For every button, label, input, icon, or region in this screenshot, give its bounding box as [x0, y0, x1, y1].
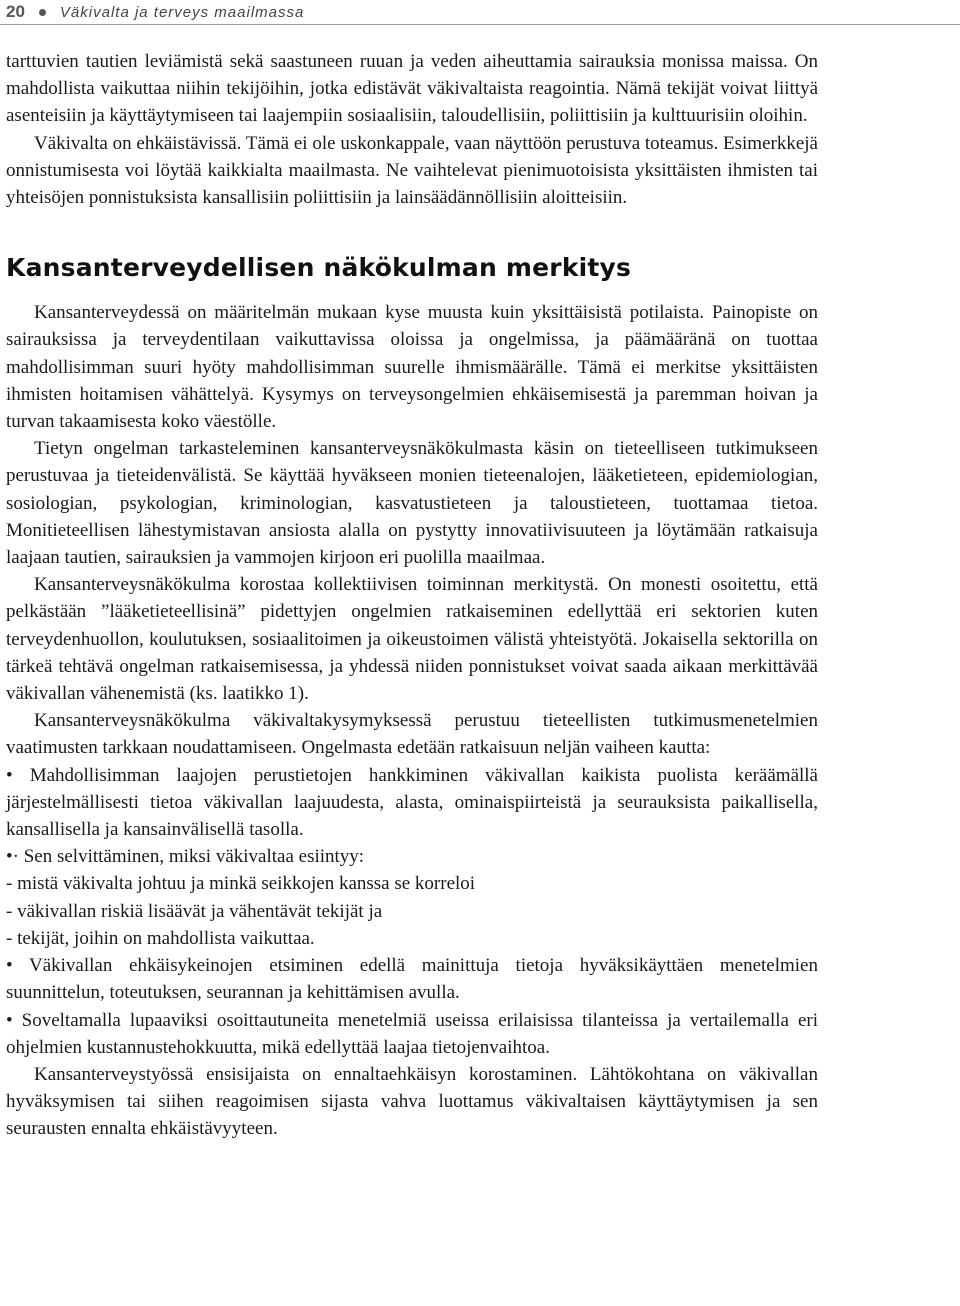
intro-paragraph-2: Väkivalta on ehkäistävissä. Tämä ei ole uskonkappale, vaan näyttöön perustuva toteamus. Esimerkkejä onnistumisesta voi löytää kaikkialta maailmasta. Ne vaihtelevat pienimuotoisista yksittäisten ihmisten tai yhteisöjen ponnistuksista kansallisiin poliittisiin ja lainsäädännöllisiin aloitteisiin. — [6, 132, 818, 209]
section-paragraph-2: Tietyn ongelman tarkasteleminen kansanterveysnäkökulmasta käsin on tieteelliseen tutkimukseen perustuvaa ja tieteidenvälistä. Se käyttää hyväkseen monien tieteenalojen, lääketieteen, epidemiologian, sosiologian, psykologian, kriminologian, kasvatustieteen ja taloustieteen, tuottamaa tietoa. Monitieteellisen lähestymistavan ansiosta alalla on pystytty innovatiivisuuteen ja löytämään ratkaisuja laajaan tautien, sairauksien ja vammojen kirjoon eri puolilla maailmaa. — [6, 438, 818, 569]
list-item-1: • Mahdollisimman laajojen perustietojen hankkiminen väkivallan kaikista puolista keräämällä järjestelmällisesti tietoa väkivallan laajuudesta, alasta, ominaispiirteistä ja seurauksista paikallisella, kansallisella ja kansainvälisellä tasolla. — [6, 764, 818, 841]
sub-list-item-3: - tekijät, joihin on mahdollista vaikuttaa. — [6, 927, 315, 949]
page-number: 20 — [6, 2, 25, 21]
list-item-2: •· Sen selvittäminen, miksi väkivaltaa esiintyy: — [6, 846, 365, 868]
sub-list-item-2: - väkivallan riskiä lisäävät ja vähentävät tekijät ja — [6, 900, 383, 922]
section-heading: Kansanterveydellisen näkökulman merkitys — [6, 253, 632, 283]
section-body — [6, 299, 818, 1142]
intro-section — [6, 48, 818, 211]
list-item-3: • Väkivallan ehkäisykeinojen etsiminen edellä mainittuja tietoja hyväksikäyttäen menetelmien suunnittelun, toteutuksen, seurannan ja kehittämisen avulla. — [6, 955, 818, 1004]
page-header — [6, 0, 304, 24]
section-paragraph-1: Kansanterveydessä on määritelmän mukaan kyse muusta kuin yksittäisistä potilaista. Painopiste on sairauksissa ja terveydentilaan vaikuttavissa oloissa ja ongelmissa, ja päämääränä on tuottaa mahdollisimman suuri hyöty mahdollisimman suurelle ihmismäärälle. Tämä ei merkitse yksittäisten ihmisten hoitamisen vähättelyä. Kysymys on terveysongelmien ehkäisemisestä ja paremman hoivan ja turvan takaamisesta koko väestölle. — [6, 302, 818, 433]
running-title: Väkivalta ja terveys maailmassa — [59, 3, 305, 21]
header-divider — [0, 24, 960, 25]
bullet-dot-icon — [39, 9, 46, 16]
section-paragraph-4: Kansanterveysnäkökulma väkivaltakysymyksessä perustuu tieteellisten tutkimusmenetelmien vaatimusten tarkkaan noudattamiseen. Ongelmasta edetään ratkaisuun neljän vaiheen kautta: — [6, 710, 818, 759]
section-paragraph-5: Kansanterveystyössä ensisijaista on ennaltaehkäisyn korostaminen. Lähtökohtana on väkivallan hyväksymisen tai siihen reagoimisen sijasta vahva luottamus väkivaltaisen käyttäytymisen ja sen seurausten ennalta ehkäistävyyteen. — [6, 1063, 818, 1140]
sub-list-item-1: - mistä väkivalta johtuu ja minkä seikkojen kanssa se korreloi — [6, 873, 476, 895]
section-paragraph-3: Kansanterveysnäkökulma korostaa kollektiivisen toiminnan merkitystä. On monesti osoitettu, että pelkästään ”lääketieteellisinä” pidettyjen ongelmien ratkaiseminen edellyttää eri sektorien kuten terveydenhuollon, koulutuksen, sosiaalitoimen ja oikeustoimen välistä yhteistyötä. Jokaisella sektorilla on tärkeä tehtävä ongelman ratkaisemisessa, ja yhdessä niiden ponnistukset voivat saada aikaan merkittävää väkivallan vähenemistä (ks. laatikko 1). — [6, 574, 818, 705]
page-body — [6, 48, 818, 1143]
intro-paragraph-1: tarttuvien tautien leviämistä sekä saastuneen ruuan ja veden aiheuttamia sairauksia monissa maissa. On mahdollista vaikuttaa niihin tekijöihin, jotka edistävät väkivaltaista reagointia. Nämä tekijät voivat liittyä asenteisiin ja käyttäytymiseen tai laajempiin sosiaalisiin, taloudellisiin, poliittisiin ja kulttuurisiin oloihin. — [6, 51, 818, 127]
list-item-4: • Soveltamalla lupaaviksi osoittautuneita menetelmiä useissa erilaisissa tilanteissa ja vertailemalla eri ohjelmien kustannustehokkuutta, mikä edellyttää laajaa tietojenvaihtoa. — [6, 1009, 818, 1058]
